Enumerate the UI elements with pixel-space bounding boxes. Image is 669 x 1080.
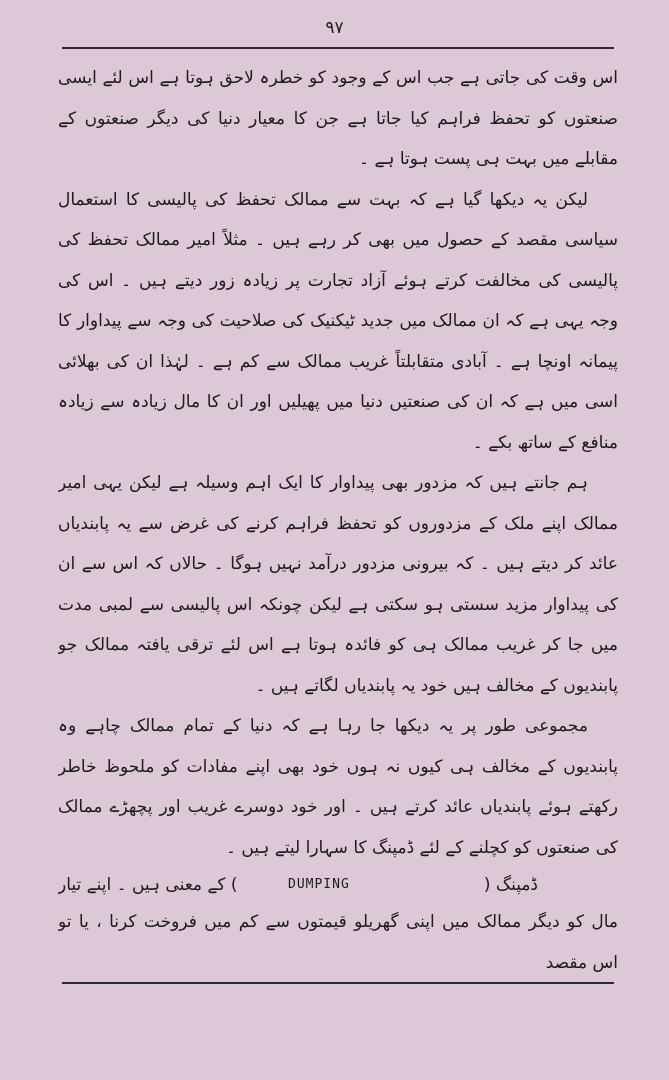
paragraph: ہم جانتے ہیں کہ مزدور بھی پیداوار کا ایک اہم وسیلہ ہے لیکن یہی امیر ممالک اپنے ملک کے مزدوروں کو تحفظ فراہم کرنے کی غرض سے یہ پابندیاں عائد کر دیتے ہیں ۔ کہ بیرونی مزدور درآمد نہیں ہوگا ۔ حالاں کہ اس سے ان کی پیداوار مزید سستی ہو سکتی ہے لیکن چونکہ اس پالیسی سے لمبی مدت میں جا کر غریب ممالک ہی کو فائدہ ہوتا ہے اس لئے ترقی یافتہ ممالک جو پابندیوں کے مخالف ہیں خود یہ پابندیاں لگاتے ہیں ۔ <box>58 473 618 696</box>
footer-rule <box>62 982 614 984</box>
header-rule <box>62 47 614 49</box>
paragraph: لیکن یہ دیکھا گیا ہے کہ بہت سے ممالک تحفظ کی پالیسی کا استعمال سیاسی مقصد کے حصول میں بھی کر رہے ہیں ۔ مثلاً امیر ممالک تحفظ کی پالیسی کی مخالفت کرتے ہوئے آزاد تجارت پر زیادہ زور دیتے ہیں ۔ اس کی وجہ یہی ہے کہ ان ممالک میں جدید ٹیکنیک کی صلاحیت کی وجہ سے پیداوار کا پیمانہ اونچا ہے ۔ آبادی متقابلتاً غریب ممالک سے کم ہے ۔ لہٰذا ان کی بھلائی اسی میں ہے کہ ان کی صنعتیں دنیا میں پھیلیں اور ان کا مال زیادہ سے زیادہ منافع کے ساتھ بکے ۔ <box>58 189 618 453</box>
paragraph: اس وقت کی جاتی ہے جب اس کے وجود کو خطرہ لاحق ہوتا ہے اس لئے ایسی صنعتوں کو تحفظ فراہم کیا جاتا ہے جن کا معیار دنیا کی دیگر صنعتوں کے مقابلے میں بہت ہی پست ہوتا ہے ۔ <box>58 68 618 169</box>
page-number: ۹۷ <box>325 18 344 38</box>
dumping-urdu-term: ڈمپنگ ( <box>483 875 538 895</box>
paragraph: مجموعی طور پر یہ دیکھا جا رہا ہے کہ دنیا کے تمام ممالک چاہے وہ پابندیوں کے مخالف ہی کیوں نہ ہوں خود بھی اپنے مفادات کو ملحوظ خاطر رکھتے ہوئے پابندیاں عائد کرتے ہیں ۔ اور خود دوسرے غریب اور پچھڑے ممالک کی صنعتوں کو کچلنے کے لئے ڈمپنگ کا سہارا لیتے ہیں ۔ <box>58 716 618 858</box>
last-line: مال کو دیگر ممالک میں اپنی گھریلو قیمتوں سے کم میں فروخت کرنا ، یا تو اس مقصد <box>58 912 618 973</box>
dumping-definition-line <box>58 868 618 902</box>
dumping-meaning-intro: ) کے معنی ہیں ۔ اپنے تیار <box>58 875 238 895</box>
body-text <box>58 58 618 978</box>
dumping-english-term: DUMPING <box>288 877 350 892</box>
